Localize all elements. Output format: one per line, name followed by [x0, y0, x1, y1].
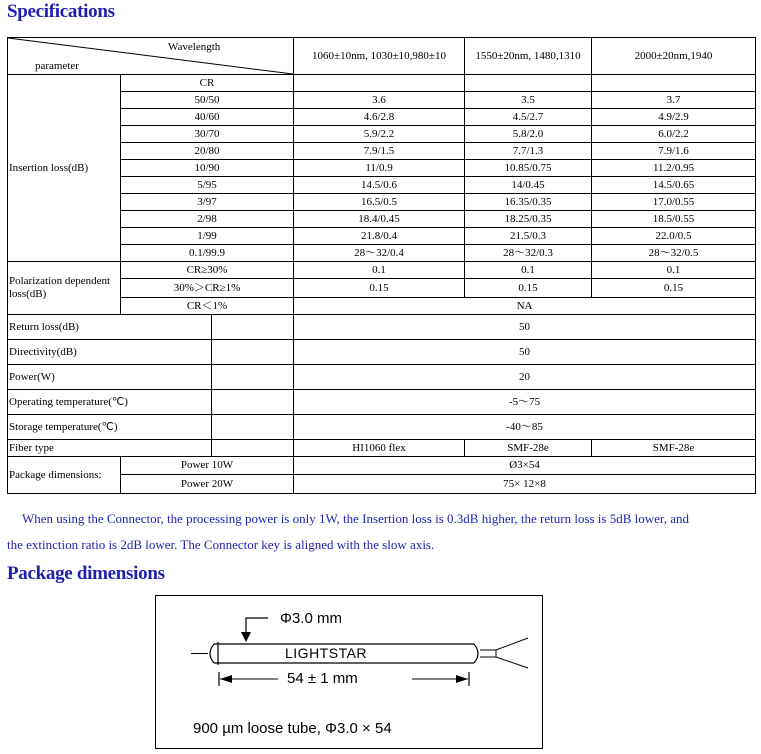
diameter-label: Φ3.0 mm	[280, 610, 342, 627]
table-cell: 10/90	[121, 160, 294, 177]
table-cell: CR≥30%	[121, 262, 294, 279]
table-cell: Power 10W	[121, 457, 294, 475]
table-cell: 0.1	[294, 262, 465, 279]
column-header-1: 1060±10nm, 1030±10,980±10	[294, 38, 465, 75]
brand-label: LIGHTSTAR	[285, 645, 368, 661]
table-row	[8, 365, 756, 390]
empty-cell	[212, 390, 294, 415]
table-row	[8, 390, 756, 415]
table-cell: Power(W)	[8, 365, 212, 390]
table-cell: 4.5/2.7	[465, 109, 592, 126]
table-cell: 5/95	[121, 177, 294, 194]
empty-cell	[212, 415, 294, 440]
length-label: 54 ± 1 mm	[287, 670, 358, 687]
empty-cell	[592, 75, 756, 92]
table-cell: 14.5/0.6	[294, 177, 465, 194]
table-row	[8, 440, 756, 457]
table-row	[8, 143, 756, 160]
package-drawing	[155, 595, 543, 749]
empty-cell	[212, 315, 294, 340]
empty-cell	[212, 440, 294, 457]
table-cell: 0.15	[294, 279, 465, 298]
table-cell: 3.7	[592, 92, 756, 109]
table-cell: 5.8/2.0	[465, 126, 592, 143]
empty-cell	[465, 75, 592, 92]
table-cell: Return loss(dB)	[8, 315, 212, 340]
specifications-heading: Specifications	[7, 1, 115, 22]
header-diagonal-cell	[8, 38, 294, 75]
table-cell: 28～32/0.5	[592, 245, 756, 262]
package-dimensions-heading: Package dimensions	[7, 563, 165, 584]
table-row	[8, 92, 756, 109]
specifications-table	[7, 37, 756, 494]
table-cell: Ø3×54	[294, 457, 756, 475]
table-cell: 2/98	[121, 211, 294, 228]
connector-note-line2: the extinction ratio is 2dB lower. The Connector key is aligned with the slow axis.	[7, 537, 435, 552]
table-cell: 17.0/0.55	[592, 194, 756, 211]
table-row	[8, 160, 756, 177]
table-row	[8, 126, 756, 143]
table-cell: CR＜1%	[121, 298, 294, 315]
tube-caption: 900 µm loose tube, Φ3.0 × 54	[193, 720, 392, 737]
table-cell: NA	[294, 298, 756, 315]
table-cell: Directivity(dB)	[8, 340, 212, 365]
table-cell: 0.1	[592, 262, 756, 279]
table-cell: 50	[294, 315, 756, 340]
table-cell: 18.5/0.55	[592, 211, 756, 228]
table-row	[8, 228, 756, 245]
table-row	[8, 315, 756, 340]
table-cell: 0.1/99.9	[121, 245, 294, 262]
table-row	[8, 262, 756, 279]
table-cell: -5～75	[294, 390, 756, 415]
table-cell: HI1060 flex	[294, 440, 465, 457]
table-cell: 21.5/0.3	[465, 228, 592, 245]
table-row	[8, 475, 756, 494]
table-cell: 28～32/0.3	[465, 245, 592, 262]
table-cell: 20/80	[121, 143, 294, 160]
table-row	[8, 415, 756, 440]
connector-note-line1: When using the Connector, the processing power is only 1W, the Insertion loss is 0.3dB higher, the return loss is 5dB lower, and	[22, 511, 689, 526]
table-cell: 16.5/0.5	[294, 194, 465, 211]
package-dimensions-label: Package dimensions:	[8, 457, 121, 494]
table-row	[8, 457, 756, 475]
table-row	[8, 177, 756, 194]
table-cell: Storage temperature(℃)	[8, 415, 212, 440]
table-cell: SMF-28e	[592, 440, 756, 457]
table-cell: 7.9/1.5	[294, 143, 465, 160]
table-cell: 50	[294, 340, 756, 365]
table-cell: 7.9/1.6	[592, 143, 756, 160]
table-cell: 16.35/0.35	[465, 194, 592, 211]
table-row	[8, 279, 756, 298]
table-cell: 30/70	[121, 126, 294, 143]
table-cell: 50/50	[121, 92, 294, 109]
pdl-label: Polarization dependent loss(dB)	[8, 262, 121, 315]
column-header-3: 2000±20nm,1940	[592, 38, 756, 75]
table-row	[8, 75, 756, 92]
table-cell: 0.15	[592, 279, 756, 298]
empty-cell	[212, 365, 294, 390]
table-cell: 7.7/1.3	[465, 143, 592, 160]
table-cell: 3.5	[465, 92, 592, 109]
table-row	[8, 298, 756, 315]
empty-cell	[212, 340, 294, 365]
table-cell: 14/0.45	[465, 177, 592, 194]
table-cell: 21.8/0.4	[294, 228, 465, 245]
table-cell: 28～32/0.4	[294, 245, 465, 262]
table-cell: Operating temperature(℃)	[8, 390, 212, 415]
table-cell: 10.85/0.75	[465, 160, 592, 177]
table-cell: 0.1	[465, 262, 592, 279]
cr-header: CR	[121, 75, 294, 92]
table-cell: 75× 12×8	[294, 475, 756, 494]
table-cell: 1/99	[121, 228, 294, 245]
table-row	[8, 109, 756, 126]
table-cell: 11.2/0.95	[592, 160, 756, 177]
table-cell: -40～85	[294, 415, 756, 440]
table-cell: 20	[294, 365, 756, 390]
column-header-2: 1550±20nm, 1480,1310	[465, 38, 592, 75]
insertion-loss-label: Insertion loss(dB)	[8, 75, 121, 262]
table-cell: 4.9/2.9	[592, 109, 756, 126]
parameter-label: parameter	[35, 60, 79, 72]
table-row	[8, 340, 756, 365]
table-cell: 4.6/2.8	[294, 109, 465, 126]
table-cell: 11/0.9	[294, 160, 465, 177]
table-header-row	[8, 38, 756, 75]
table-cell: 30%＞CR≥1%	[121, 279, 294, 298]
table-cell: 14.5/0.65	[592, 177, 756, 194]
table-cell: 3.6	[294, 92, 465, 109]
table-row	[8, 245, 756, 262]
table-cell: 40/60	[121, 109, 294, 126]
table-cell: 6.0/2.2	[592, 126, 756, 143]
wavelength-label: Wavelength	[168, 41, 221, 53]
table-cell: 22.0/0.5	[592, 228, 756, 245]
table-cell: 0.15	[465, 279, 592, 298]
table-cell: 18.4/0.45	[294, 211, 465, 228]
table-row	[8, 211, 756, 228]
table-cell: SMF-28e	[465, 440, 592, 457]
empty-cell	[294, 75, 465, 92]
table-cell: Power 20W	[121, 475, 294, 494]
table-cell: 18.25/0.35	[465, 211, 592, 228]
table-row	[8, 194, 756, 211]
table-cell: 5.9/2.2	[294, 126, 465, 143]
table-cell: Fiber type	[8, 440, 212, 457]
table-cell: 3/97	[121, 194, 294, 211]
